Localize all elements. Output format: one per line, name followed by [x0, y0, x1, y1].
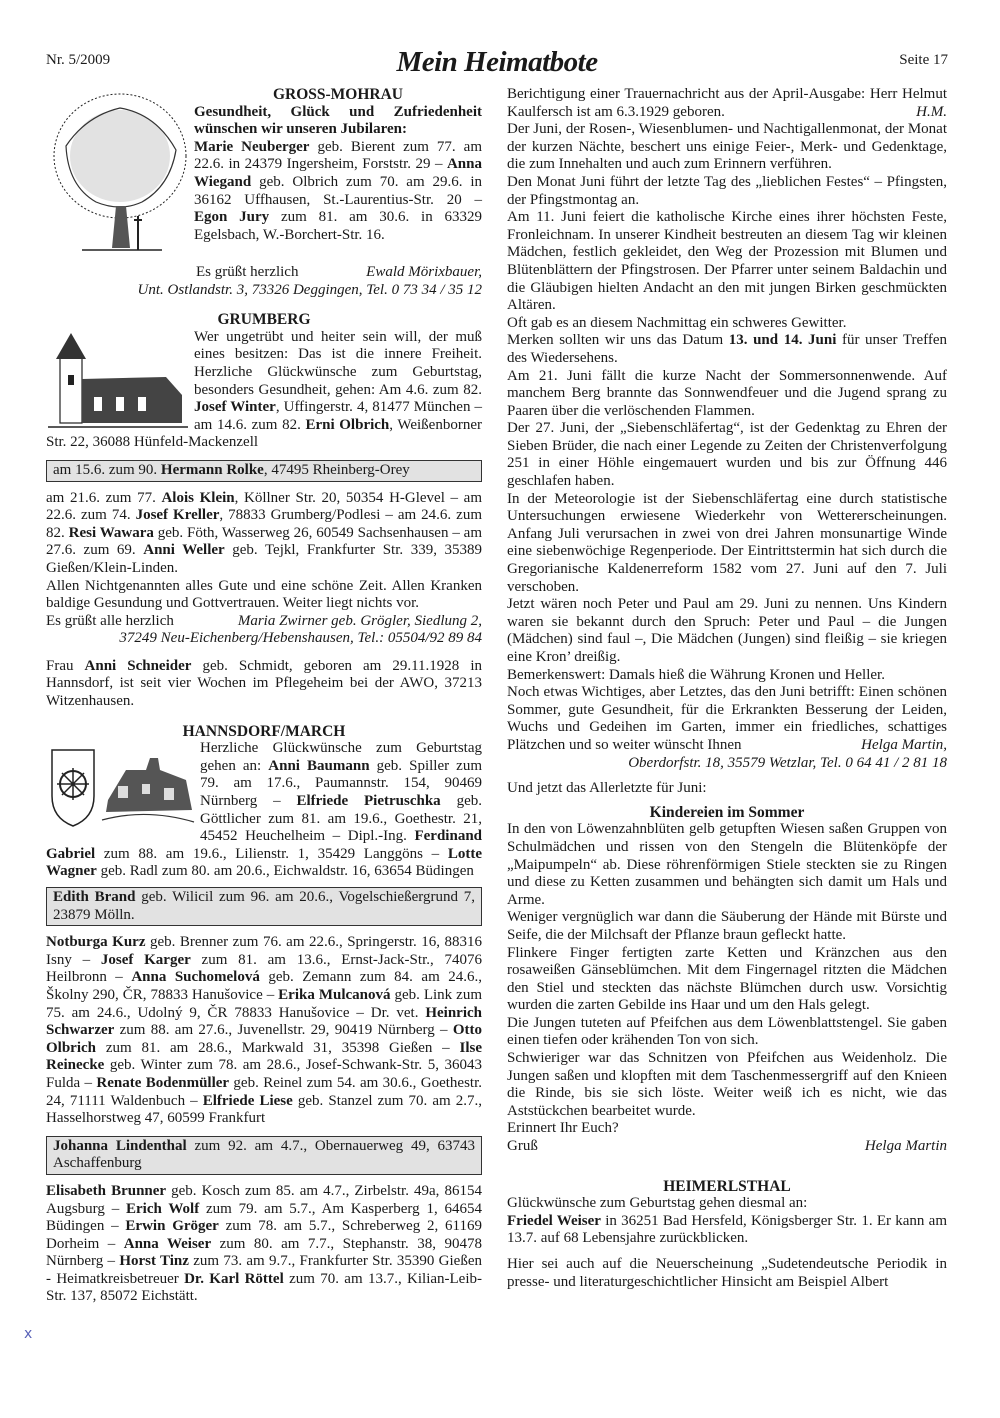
paragraph: Die Jungen tuteten auf Pfeifchen aus dem Löwenblattstengel. Sie gaben einen tiefen oder krähenden Ton von sich.: [507, 1014, 947, 1049]
highlight-box: Edith Brand geb. Wilicil zum 96. am 20.6., Vogelschießergrund 7, 23879 Mölln.: [46, 887, 482, 926]
paragraph: Den Monat Juni führt der letzte Tag des „lieblichen Festes“ – Pfingsten, der Pfingstmontag an.: [507, 173, 947, 208]
paragraph: Am 21. Juni fällt die kurze Nacht der Sommersonnenwende. Auf manchem Berg brannte das Sonnwendfeuer und die Jugend sprang zu Paaren über die verlöschenden Flammen.: [507, 367, 947, 419]
birthday-list: Marie Neuberger geb. Bierent zum 77. am 22.6. in 24379 Ingersheim, Forststr. 29 – Anna Wiegand geb. Olbrich zum 70. am 29.6. in 36162 Uffhausen, St.-Laurentius-Str. 20 – Egon Jury zum 81. am 30.6. in 63329 Egelsbach, W.-Borchert-Str. 16.: [194, 138, 482, 243]
hannsdorf-text: Herzliche Glückwünsche zum Geburtstag gehen an: Anni Baumann geb. Spiller zum 79. am 17.6., Paumannstr. 154, 90469 Nürnberg – Elfriede Pietruschka geb. Göttlicher zum 81. am 19.6., Goethestr. 21, 45452 Heuchelheim – Dipl.-Ing. Ferdinand Gabriel zum 88. am 19.6., Lilienstr. 1, 35429 Langgöns – Lotte Wagner geb. Radl zum 80. am 20.6., Eichwaldstr. 16, 63654 Büdingen: [46, 740, 482, 880]
greeting-line: Gruß Helga Martin: [507, 1138, 947, 1155]
signature: Unt. Ostlandstr. 3, 73326 Deggingen, Tel. 0 73 34 / 35 12: [137, 281, 482, 298]
correction-notice: Berichtigung einer Trauernachricht aus der April-Ausgabe: Herr Helmut Kaulfersch ist am 6.3.1929 geboren. H.M.: [507, 86, 947, 120]
birthday-list: Notburga Kurz geb. Brenner zum 76. am 22.6., Springerstr. 16, 88316 Isny – Josef Karger zum 81. am 13.6., Ernst-Jack-Str., 74076 Heilbronn – Anna Suchomelová geb. Zemann zum 84. am 24.6., Školny 290, ČR, 78833 Hanušovice – Erika Mulcanová geb. Link zum 75. am 24.6., Udolný 9, ČR 78833 Hanušovice – Dr. vet. Heinrich Schwarzer zum 88. am 27.6., Juvenellstr. 29, 90419 Nürnberg – Otto Olbrich zum 81. am 28.6., Markwald 31, 35398 Gießen – Ilse Reinecke geb. Winter zum 78. am 28.6., Josef-Schwank-Str. 5, 36043 Fulda – Renate Bodenmüller geb. Reinel zum 54. am 30.6., Goethestr. 24, 71111 Waldenbuch – Elfriede Liese geb. Stanzel zum 70. am 2.7., Hasselhorstweg 47, 60599 Frankfurt: [46, 934, 483, 1127]
paragraph: Flinkere Finger fertigten zarte Ketten und Kränzchen aus den rosaweißen Gänseblümchen. Mit dem Fingernagel ritzten die Mädchen den Stiel und steckten das nächste Blümchen durch usw. Vorsichtig wurden die zarten Gebilde ins Haar und um den Hals gelegt.: [507, 944, 947, 1014]
section-heading: GROSS-MOHRAU: [272, 86, 404, 103]
section-heading: HANNSDORF/MARCH: [182, 722, 346, 740]
paragraph: Bemerkenswert: Damals hieß die Währung Kronen und Heller.: [507, 666, 885, 683]
page-number: Seite 17: [899, 52, 948, 68]
margin-mark: x: [24, 1326, 33, 1342]
greeting-line: Es grüßt herzlich Ewald Mörixbauer,: [196, 264, 482, 280]
masthead-title: Mein Heimatbote: [396, 46, 598, 78]
paragraph: Und jetzt das Allerletzte für Juni:: [507, 780, 707, 797]
paragraph: Jetzt wären noch Peter und Paul am 29. Juni zu nennen. Uns Kindern waren sie bekannt durch den Spruch: Peter und Paul – die Jungen (Mädchen) sind faul –, Die Mädchen (Jungen) sind fleißig – sie kriegen eine Kron’ dreißig.: [507, 596, 947, 665]
paragraph: Hier sei auch auf die Neuerscheinung „Sudetendeutsche Periodik in presse- und literaturgeschichtlicher Hinsicht am Beispiel Albert: [507, 1256, 947, 1290]
right-column: [507, 86, 947, 1291]
section-heading: HEIMERLSTHAL: [663, 1177, 791, 1195]
paragraph: Am 11. Juni feiert die katholische Kirche eines ihrer höchsten Feste, Fronleichnam. In unserer Kindheit bestreuten an diesem Tag wir kleinen Mädchen, festlich gekleidet, den Weg der Prozession mit Blumen und Blütenblättern der Pfingstrosen. Der Pfarrer unter seinem Baldachin und die Gläubigen hielten Andacht an den mit jungen Birken geschmückten Altären.: [507, 209, 947, 314]
paragraph: Erinnert Ihr Euch?: [507, 1120, 619, 1137]
paragraph: In den von Löwenzahnblüten gelb getupften Wiesen saßen Gruppen von Schulmädchen und rissen von den Stengeln die Blütenköpfe der „Maipumpeln“ ab. Diese röhrenförmigen Stiele steckten sie zu Ringen und diese zu Ketten zusammen und behängten sich damit um Hals und Arme.: [507, 821, 947, 908]
signature: 37249 Neu-Eichenberg/Hebenshausen, Tel.: 05504/92 89 84: [119, 630, 482, 647]
page-header: [46, 46, 948, 80]
section-intro: Gesundheit, Glück und Zufriedenheit wünschen wir unseren Jubilaren:: [194, 103, 482, 138]
birthday-list: Elisabeth Brunner geb. Kosch zum 85. am 4.7., Zirbelstr. 49a, 86154 Augsburg – Erich Wolf zum 79. am 5.7., Am Kasperberg 1, 64654 Büdingen – Erwin Gröger zum 78. am 5.7., Schreberweg 2, 61169 Dorheim – Anna Weiser zum 80. am 7.7., Stephanstr. 38, 90478 Nürnberg – Horst Tinz zum 73. am 9.7., Frankfurter Str. 35390 Gießen - Heimatkreisbetreuer Dr. Karl Röttel zum 70. am 13.7., Kilian-Leib-Str. 137, 85072 Eichstätt.: [46, 1182, 483, 1305]
paragraph: Der 27. Juni, der „Siebenschläfertag“, ist der Gedenktag zu Ehren der Sieben Brüder, die nach einer Legende zu Zeiten der Christenverfolgung 251 in einer Höhle eingemauert wurden und bis zur Öffnung 446 geschlafen haben.: [507, 420, 947, 490]
paragraph: Friedel Weiser in 36251 Bad Hersfeld, Königsberger Str. 1. Er kann am 13.7. auf 68 Lebensjahre zurückblicken.: [507, 1212, 947, 1247]
paragraph: Merken sollten wir uns das Datum 13. und 14. Juni für unser Treffen des Wiedersehens.: [507, 332, 947, 366]
wishes-text: Allen Nichtgenannten alles Gute und eine schöne Zeit. Allen Kranken baldige Gesundung und Gottvertrauen. Weiter liegt nichts vor.: [46, 577, 482, 612]
grumberg-text: Wer ungetrübt und heiter sein will, der muß eines besitzen: Das ist die innere Freiheit. Herzliche Glückwünsche zum Geburtstag, besonders Gesundheit, gehen: Am 4.6. zum 82. Josef Winter, Uffingerstr. 4, 81477 München – am 14.6. zum 82. Erni Olbrich, Weißenborner Str. 22, 36088 Hünfeld-Mackenzell: [46, 328, 482, 451]
signature: Oberdorfstr. 18, 35579 Wetzlar, Tel. 0 64 41 / 2 81 18: [628, 754, 947, 771]
paragraph: Oft gab es an diesem Nachmittag ein schweres Gewitter.: [507, 314, 847, 331]
highlight-box: am 15.6. zum 90. Hermann Rolke, 47495 Rheinberg-Orey: [46, 460, 482, 482]
paragraph: Noch etwas Wichtiges, aber Letztes, das den Juni betrifft: Einen schönen Sommer, gute Gesundheit, für die Erkrankten Besserung der Leiden, Wuchs und Gedeihen im Garten, immer ein friedliches, schattiges Plätzchen und so weiter wünscht Ihnen Helga Martin,: [507, 684, 947, 753]
birthday-list: am 21.6. zum 77. Alois Klein, Köllner Str. 20, 50354 H-Glevel – am 22.6. zum 74. Josef Kreller, 78833 Grumberg/Podlesi – am 24.6. zum 82. Resi Wawara geb. Föth, Wasserweg 26, 60549 Sachsenhausen – am 27.6. zum 69. Anni Weller geb. Tejkl, Frankfurter Str. 339, 35389 Gießen/Klein-Linden.: [46, 489, 483, 576]
tree-illustration-icon: [46, 86, 194, 256]
paragraph: Glückwünsche zum Geburtstag gehen diesmal an:: [507, 1195, 808, 1212]
left-column: [46, 86, 482, 1306]
church-illustration-icon: [46, 329, 190, 433]
section-gross-mohrau: [46, 86, 482, 299]
paragraph: Der Juni, der Rosen-, Wiesenblumen- und Nachtigallenmonat, der Monat der kurzen Nächte, beschert uns einige Feier-, Merk- und Gedenktage, die zum Innehalten und auch zum Erinnern verführen.: [507, 121, 947, 173]
paragraph: In der Meteorologie ist der Siebenschläfertag eine durch statistische Untersuchungen erwiesene Wiederkehr von Wettererscheinungen. Anfang Juli verursachen in zwei von drei Jahren monsunartige Winde eine siebenwöchige Regenperiode. Der Eintrittstermin hat sich durch die Gregorianische Kaldenerreform 1582 vom 27. Juni auf den 7. Juli verschoben.: [507, 490, 947, 595]
greeting-line: Es grüßt alle herzlich Maria Zwirner geb. Grögler, Siedlung 2,: [46, 612, 482, 629]
issue-number: Nr. 5/2009: [46, 52, 111, 68]
notice-text: Frau Anni Schneider geb. Schmidt, geboren am 29.11.1928 in Hannsdorf, ist seit vier Wochen im Pflegeheim bei der AWO, 37213 Witzenhausen.: [46, 657, 482, 710]
section-grumberg: [46, 311, 482, 710]
paragraph: Schwieriger war das Schnitzen von Pfeifchen aus Weidenholz. Die Jungen saßen und klopften mit dem Taschenmessergriff auf den Knieen die Rinde, bis sie sich löste. Weiter weiß ich es nicht, wie das Aststückchen bearbeitet wurde.: [507, 1050, 947, 1119]
section-hannsdorf: [46, 723, 482, 1306]
section-heading: Kindereien im Sommer: [649, 803, 805, 821]
section-heading: GRUMBERG: [217, 311, 311, 329]
paragraph: Weniger vergnüglich war dann die Säuberung der Hände mit Bürste und Seife, die der Milchsaft der Pflanze braun gefleckt hatte.: [507, 909, 947, 943]
highlight-box: Johanna Lindenthal zum 92. am 4.7., Obernauerweg 49, 63743 Aschaffenburg: [46, 1136, 482, 1175]
coat-of-arms-illustration-icon: [46, 740, 196, 836]
